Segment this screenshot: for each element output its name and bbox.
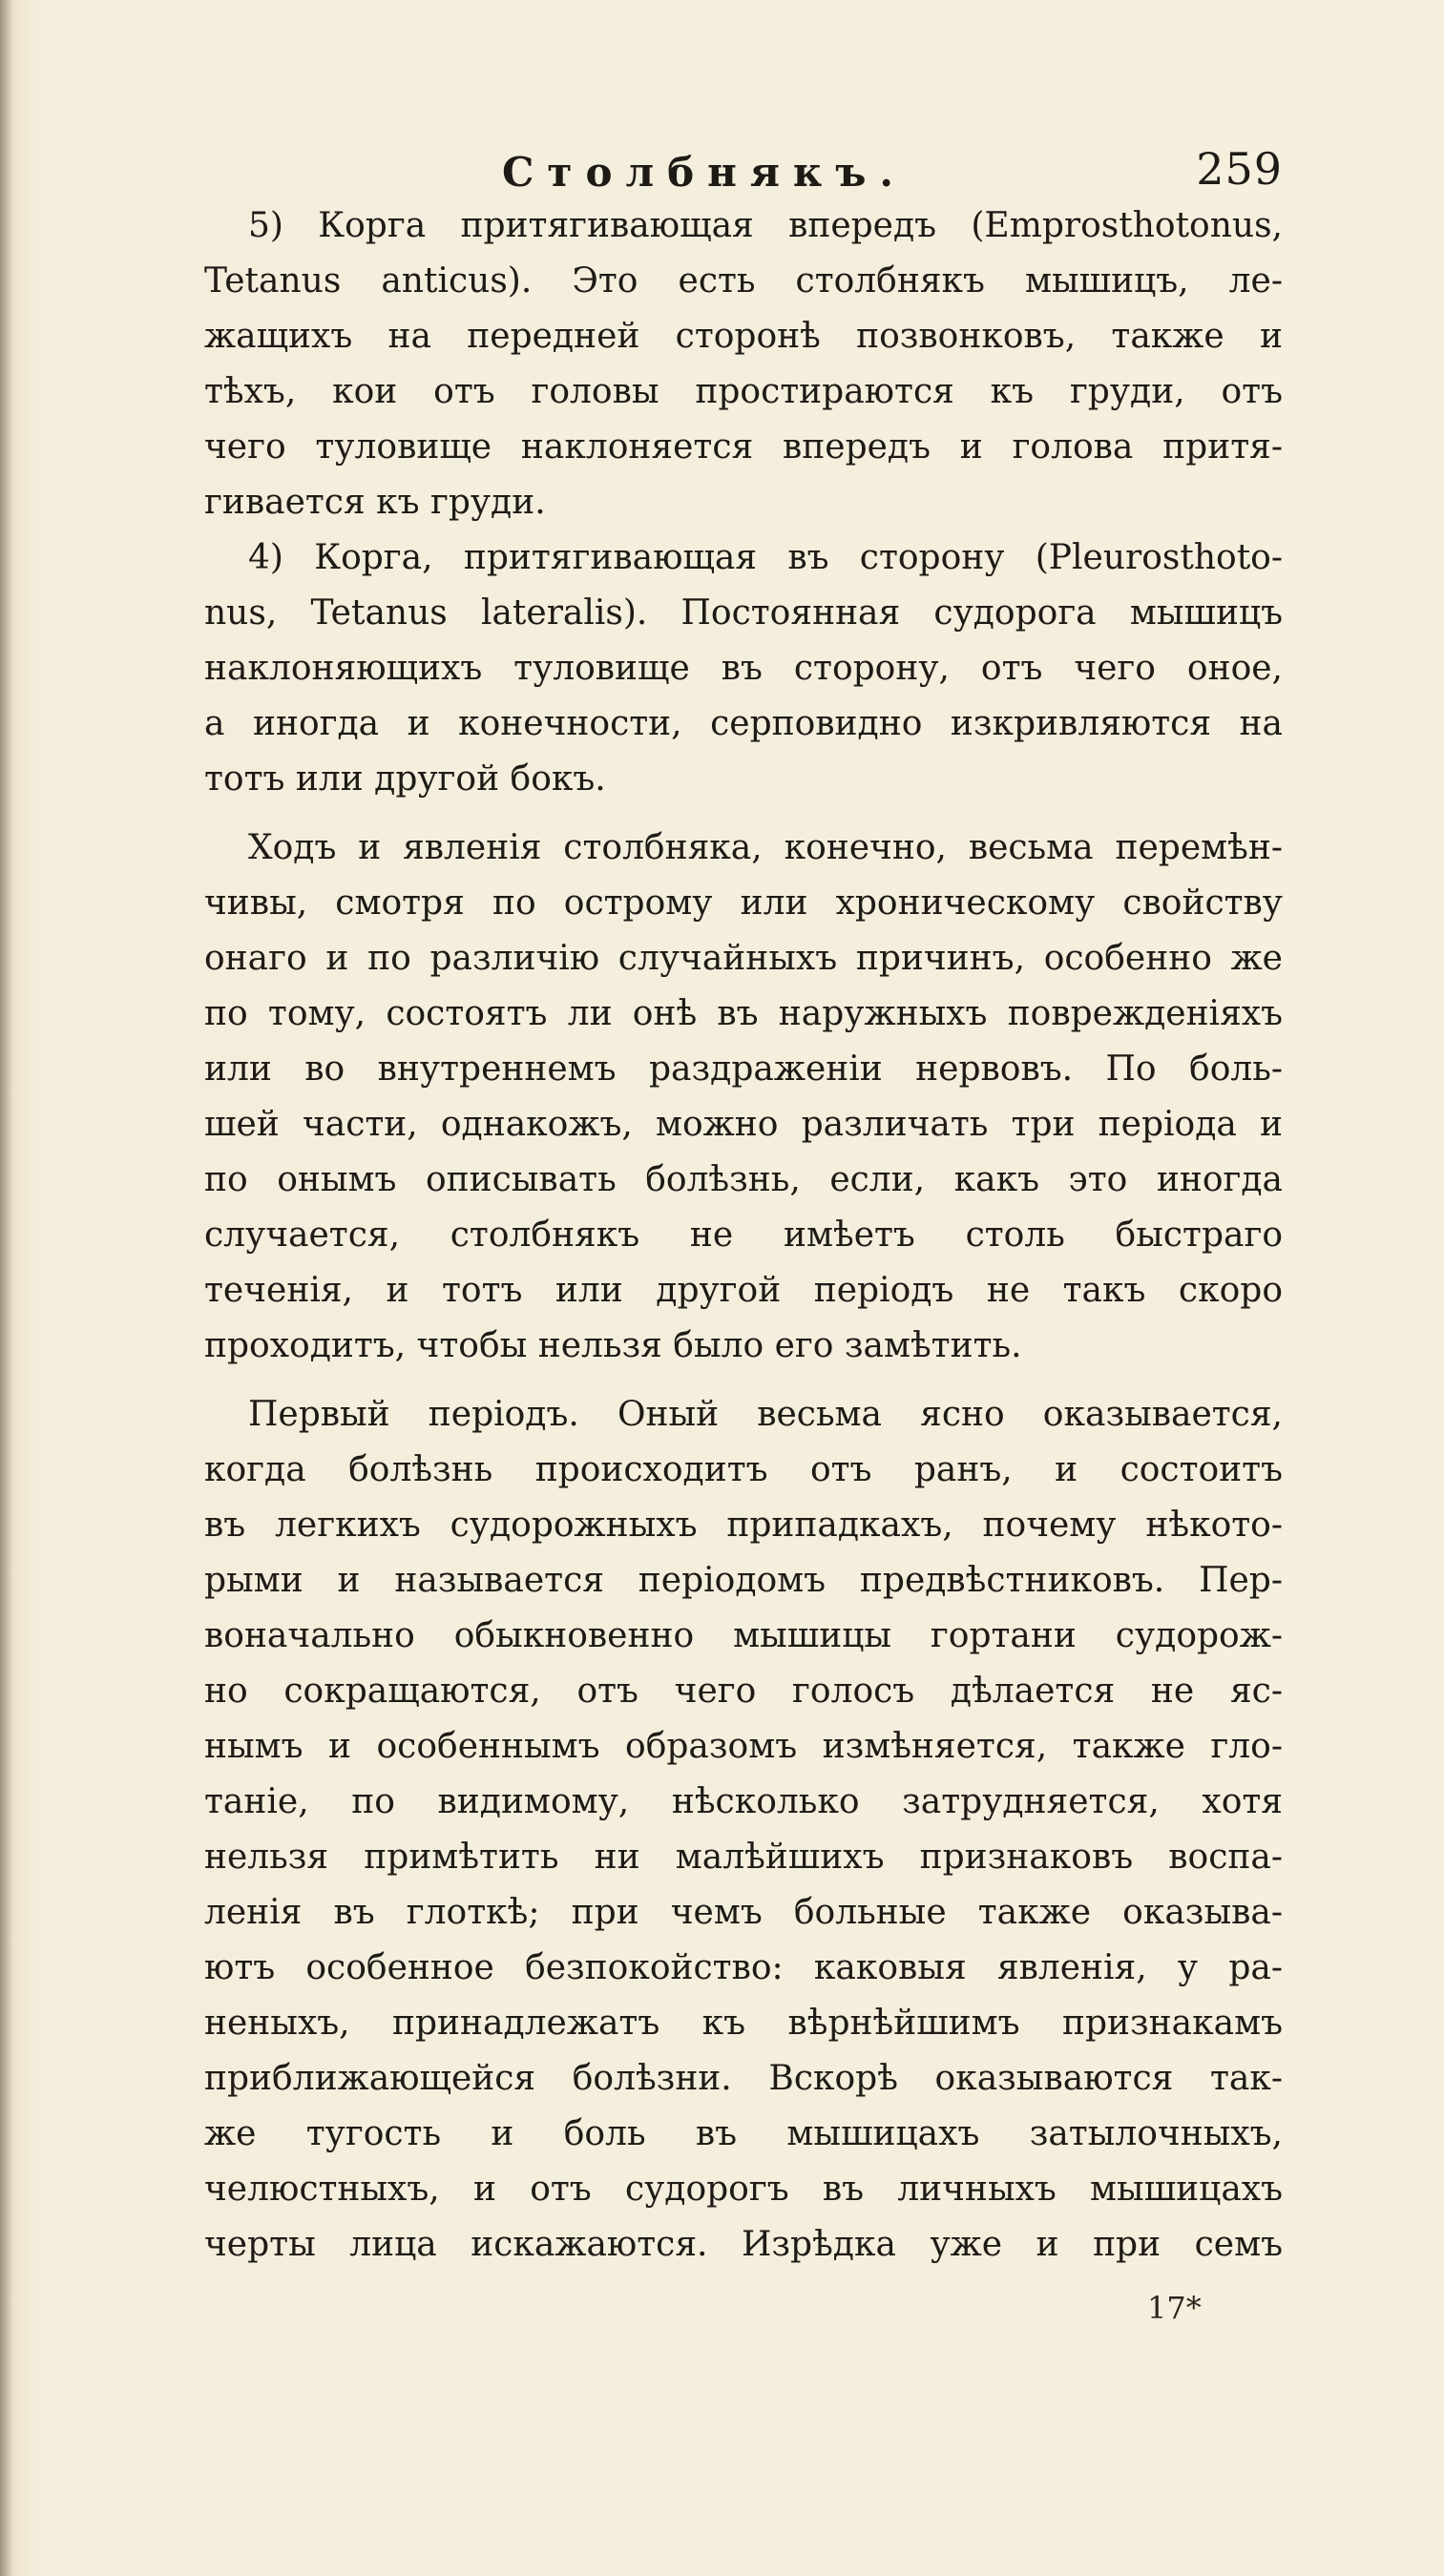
text-line: ленія въ глоткѣ; при чемъ больные также оказыва- [204,1893,1283,1932]
text-line: или во внутреннемъ раздраженіи нервовъ. По боль- [204,1049,1283,1089]
text-line: проходитъ, чтобы нельзя было его замѣтить. [204,1326,1022,1365]
text-line: но сокращаются, отъ чего голосъ дѣлается не яс- [204,1672,1283,1711]
text-line: гивается къ груди. [204,483,546,522]
text-line: черты лица искажаются. Изрѣдка уже и при семъ [204,2225,1283,2264]
page-number: 259 [1196,143,1283,195]
text-line: nus, Tetanus lateralis). Постоянная судорога мышицъ [204,593,1283,633]
text-line: тѣхъ, кои отъ головы простираются къ груди, отъ [204,372,1283,411]
body-text [204,198,1283,2273]
text-line: по тому, состоятъ ли онѣ въ наружныхъ поврежденіяхъ [204,994,1283,1033]
text-line: жащихъ на передней сторонѣ позвонковъ, также и [204,317,1283,356]
text-line: Первый періодъ. Оный весьма ясно оказывается, [248,1395,1283,1434]
text-line: воначально обыкновенно мышицы гортани судорож- [204,1616,1283,1655]
text-line: Tetanus anticus). Это есть столбнякъ мышицъ, ле- [204,261,1283,301]
text-block [204,132,1283,2273]
text-line: чего туловище наклоняется впередъ и голова притя- [204,427,1283,467]
binding-shadow [0,0,13,2576]
text-line: теченія, и тотъ или другой періодъ не такъ скоро [204,1271,1283,1310]
text-line: Ходъ и явленія столбняка, конечно, весьма перемѣн- [248,828,1283,867]
text-line: чивы, смотря по острому или хроническому свойству [204,883,1283,923]
signature-mark: 17* [1147,2290,1202,2326]
text-line: по онымъ описывать болѣзнь, если, какъ это иногда [204,1160,1283,1199]
text-line: 5) Корга притягивающая впередъ (Emprosthotonus, [248,206,1283,245]
text-line: же тугость и боль въ мышицахъ затылочныхъ, [204,2114,1283,2153]
text-line: когда болѣзнь происходитъ отъ ранъ, и состоитъ [204,1450,1283,1489]
text-line: наклоняющихъ туловище въ сторону, отъ чего оное, [204,649,1283,688]
text-line: тотъ или другой бокъ. [204,759,606,799]
text-line: шей части, однакожъ, можно различать три періода и [204,1105,1283,1144]
text-line: рыми и называется періодомъ предвѣстниковъ. Пер- [204,1561,1283,1600]
text-line: неныхъ, принадлежатъ къ вѣрнѣйшимъ признакамъ [204,2004,1283,2043]
text-line: нымъ и особеннымъ образомъ измѣняется, также гло- [204,1727,1283,1766]
running-title: Столбнякъ. [502,149,908,196]
text-line: приближающейся болѣзни. Вскорѣ оказываются так- [204,2059,1283,2098]
text-line: ютъ особенное безпокойство: каковыя явленія, у ра- [204,1948,1283,1987]
text-line: онаго и по различію случайныхъ причинъ, особенно же [204,939,1283,978]
text-line: 4) Корга, притягивающая въ сторону (Pleurosthoto- [248,538,1283,577]
text-line: челюстныхъ, и отъ судорогъ въ личныхъ мышицахъ [204,2170,1283,2209]
running-head [204,132,1283,198]
text-line: случается, столбнякъ не имѣетъ столь быстраго [204,1215,1283,1255]
text-line: а иногда и конечности, серповидно изкривляются на [204,704,1283,743]
text-line: таніе, по видимому, нѣсколько затрудняется, хотя [204,1782,1283,1821]
text-line: нельзя примѣтить ни малѣйшихъ признаковъ воспа- [204,1838,1283,1877]
text-line: въ легкихъ судорожныхъ припадкахъ, почему нѣкото- [204,1506,1283,1545]
